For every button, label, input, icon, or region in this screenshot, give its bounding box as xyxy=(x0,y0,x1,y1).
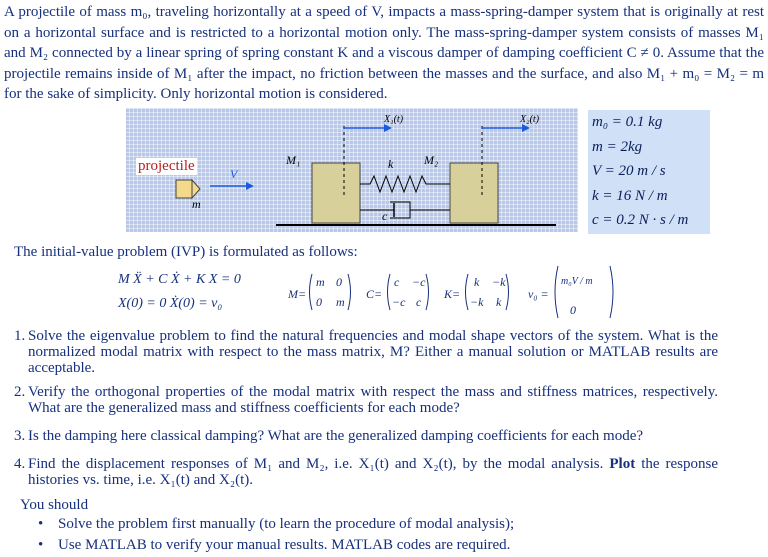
svg-text:m: m xyxy=(336,295,345,309)
svg-text:0: 0 xyxy=(336,275,342,289)
question-text: Is the damping here classical damping? What are the generalized damping coefficients for each mode? xyxy=(28,428,644,444)
svg-text:0: 0 xyxy=(570,303,576,317)
svg-text:−k: −k xyxy=(492,275,506,289)
svg-text:k: k xyxy=(496,295,502,309)
problem-intro: A projectile of mass m₀, traveling horizontally at a speed of V, impacts a mass-spring-damper system that is originally at rest on a horizontal surface and is restricted to a horizontal motion only. The mass-spring-damper system consists of masses M₁ and M₂ connected by a linear spring of spring constant K and a viscous damper of damping coefficient C ≠ 0. Assume that the projectile remains inside of M₁ after the impact, no friction between the masses and the surface, and also M₁ + m₀ = M₂ = m for the sake of simplicity. Only horizontal motion is considered. xyxy=(4,4,764,102)
bullet-item: • Use MATLAB to verify your manual results. MATLAB codes are required. xyxy=(38,537,511,553)
m-label: m xyxy=(192,197,201,211)
svg-text:−k: −k xyxy=(470,295,484,309)
svg-text:M=: M= xyxy=(288,287,307,301)
bullet-icon: • xyxy=(38,537,44,553)
question-number: 4. xyxy=(14,456,26,472)
m2-label: M₂ xyxy=(424,153,439,167)
svg-text:−c: −c xyxy=(412,275,426,289)
question-text-cont: the response histories vs. time, i.e. X₁(t) and X₂(t). xyxy=(28,456,718,488)
projectile-label: projectile xyxy=(138,158,195,174)
matrices xyxy=(280,262,630,324)
question-number: 2. xyxy=(14,384,26,400)
you-should-heading: You should xyxy=(20,497,89,513)
param-m: m = 2kg xyxy=(592,138,643,155)
initial-conditions: X(0) = 0 Ẋ(0) = v₀ xyxy=(118,296,223,311)
question-2 xyxy=(14,384,718,416)
param-c: c = 0.2 N · s / m xyxy=(592,212,689,228)
ivp-title: The initial-value problem (IVP) is formulated as follows: xyxy=(14,244,358,260)
question-4 xyxy=(14,456,718,488)
parameters-box xyxy=(588,110,710,234)
mass-m2 xyxy=(450,163,498,223)
v-label: V xyxy=(230,167,238,181)
svg-text:v₀ =: v₀ = xyxy=(528,287,549,301)
question-text: Find the displacement responses of M₁ and M₂, i.e. X₁(t) and X₂(t), by the modal analysis. xyxy=(28,456,604,472)
plot-emphasis: Plot xyxy=(609,456,636,472)
svg-text:C=: C= xyxy=(366,287,383,301)
question-1 xyxy=(14,328,718,376)
param-k: k = 16 N / m xyxy=(592,187,668,204)
question-text: Solve the eigenvalue problem to find the natural frequencies and modal shape vectors of the system. What is the normalized modal matrix with respect to the mass matrix, M? Either a manual solution or MATLAB results are acceptable. xyxy=(28,328,718,376)
svg-text:−c: −c xyxy=(392,295,406,309)
param-v: V = 20 m / s xyxy=(592,163,666,179)
k-label: k xyxy=(388,157,394,171)
bullet-icon: • xyxy=(38,516,44,532)
spring xyxy=(360,176,450,192)
x1-label: X₁(t) xyxy=(384,114,404,125)
question-3 xyxy=(14,428,718,444)
mass-m1 xyxy=(312,163,360,223)
bullet-item: • Solve the problem first manually (to learn the procedure of modal analysis); xyxy=(38,516,515,532)
svg-text:m: m xyxy=(316,275,325,289)
svg-text:c: c xyxy=(416,295,422,309)
svg-text:k: k xyxy=(474,275,480,289)
param-m0: m₀ = 0.1 kg xyxy=(592,114,663,130)
svg-text:K=: K= xyxy=(444,287,461,301)
svg-text:m₀V / m: m₀V / m xyxy=(561,276,593,287)
question-number: 3. xyxy=(14,428,26,444)
question-text: Verify the orthogonal properties of the modal matrix with respect the mass and stiffness matrices, respectively. What are the generalized mass and stiffness coefficients for each mode? xyxy=(28,384,718,416)
svg-text:0: 0 xyxy=(316,295,322,309)
m1-label: M₁ xyxy=(286,153,301,167)
x2-label: X₂(t) xyxy=(520,114,540,125)
question-number: 1. xyxy=(14,328,26,344)
projectile-body xyxy=(176,180,192,198)
equation-motion: M Ẍ + C Ẋ + K X = 0 xyxy=(118,272,241,287)
svg-text:c: c xyxy=(394,275,400,289)
c-label: c xyxy=(382,209,388,223)
